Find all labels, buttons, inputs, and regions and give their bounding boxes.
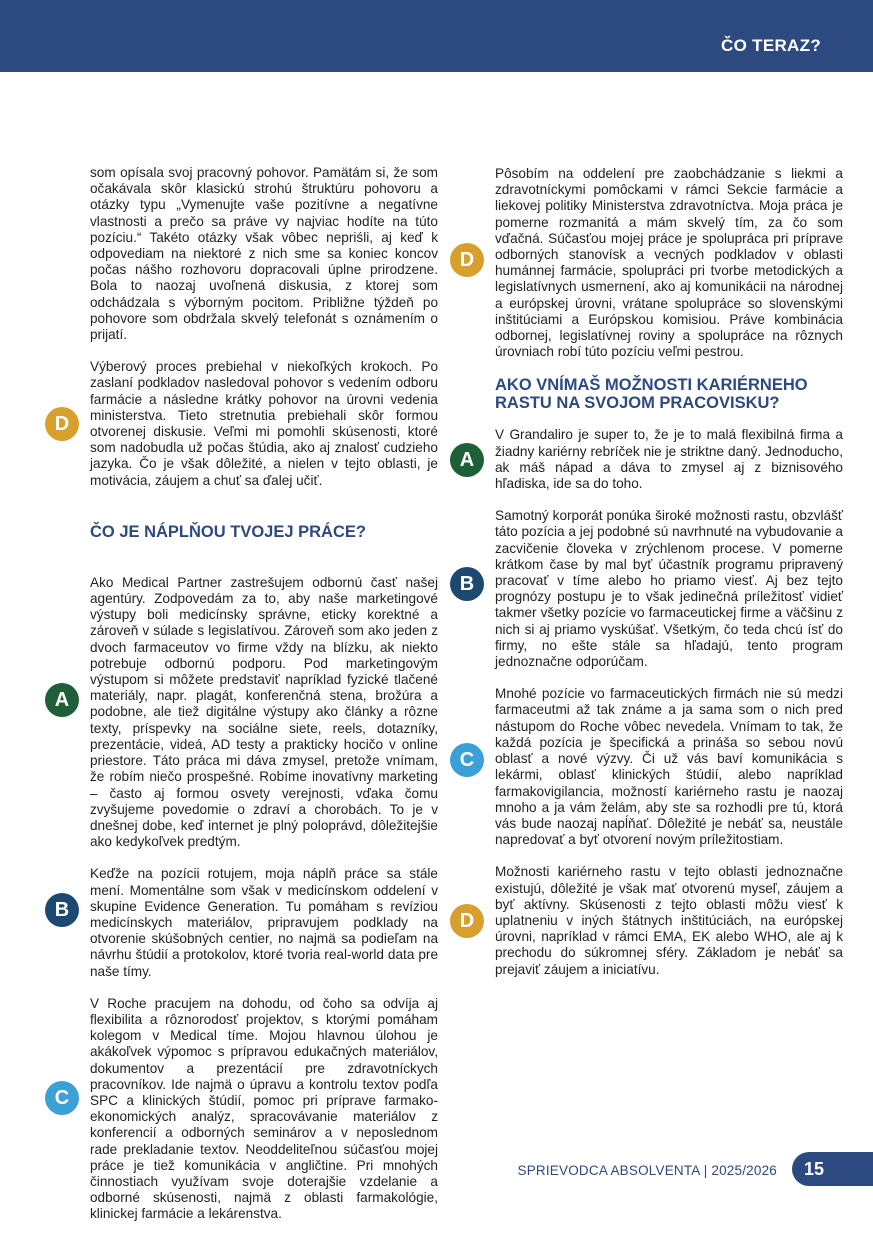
section-title: ČO TERAZ?	[721, 36, 821, 55]
page-number-tab	[792, 1152, 873, 1186]
page-number: 15	[803, 1159, 825, 1179]
header-bar	[0, 0, 873, 72]
respondent-badge-d: D	[450, 904, 484, 938]
paragraph: Mnohé pozície vo farmaceutických firmách nie sú medzi farmaceutmi až tak známe a ja sama som o nich pred nástupom do Roche vôbec nevedela. Vnímam to tak, že každá pozícia je špecifická a prináša so sebou novú oblasť a nové výzvy. Či už vás baví komunikácia s lekármi, oblasť klinických štúdií, alebo napríklad farmakovigilancia, možností kariérneho rastu je naozaj mnoho a ja vám želám, aby ste sa rozhodli pre tú, ktorá vás bude naozaj napĺňať. Dôležité je nebáť sa, neustále napredovať a byť otvorení novým príležitostiam.	[495, 686, 843, 848]
paragraph: Možnosti kariérneho rastu v tejto oblasti jednoznačne existujú, dôležité je však mať otvorenú myseľ, záujem a byť aktívny. Skúsenosti z tejto oblasti môžu viesť k uplatneniu v iných štátnych inštitúciách, na európskej úrovni, napríklad v rámci EMA, EK alebo WHO, ale aj k prechodu do súkromnej sféry. Základom je nebáť sa prejaviť záujem a iniciatívu.	[495, 864, 843, 977]
answer-block-c	[54, 995, 438, 1223]
respondent-badge-a: A	[45, 683, 79, 717]
section-heading: ČO JE NÁPLŇOU TVOJEJ PRÁCE?	[90, 522, 366, 541]
answer-block-d	[459, 864, 843, 977]
respondent-badge-d: D	[45, 407, 79, 441]
respondent-badge-b: B	[45, 893, 79, 927]
answer-block-b	[459, 508, 843, 670]
left-column	[54, 165, 438, 1239]
answer-block-b	[54, 866, 438, 979]
footer-publication: SPRIEVODCA ABSOLVENTA | 2025/2026	[517, 1163, 777, 1178]
respondent-badge-d: D	[450, 243, 484, 277]
answer-block-d	[459, 166, 843, 360]
answer-block-a	[54, 574, 438, 850]
respondent-badge-c: C	[450, 743, 484, 777]
respondent-badge-c: C	[45, 1081, 79, 1115]
answer-block-a	[459, 427, 843, 492]
paragraph: Pôsobím na oddelení pre zaobchádzanie s liekmi a zdravotníckymi pomôckami v rámci Sekcie farmácie a liekovej politiky Ministerstva zdravotníctva. Moja práca je pomerne rozmanitá a mám skvelý tím, za čo som vďačná. Súčasťou mojej práce je spolupráca pri príprave odborných stanovísk a vecných podkladov v oblasti humánnej farmácie, spolupráci pri tvorbe metodických a legislatívnych usmernení, ako aj komunikácii na národnej a európskej úrovni, vrátane spolupráce so slovenskými inštitúciami a Európskou komisiou. Práve kombinácia odbornej, legislatívnej roviny a spolupráce na rôznych úrovniach robí túto pozíciu veľmi pestrou.	[495, 166, 843, 360]
paragraph: Keďže na pozícii rotujem, moja náplň práce sa stále mení. Momentálne som však v medicínskom oddelení v skupine Evidence Generation. Tu pomáham s revíziou medicínskych materiálov, pripravujem podklady na otvorenie skúšobných centier, no najmä sa podieľam na návrhu štúdií a protokolov, ktoré tvoria real-world data pre naše tímy.	[90, 866, 438, 979]
answer-block-c	[459, 686, 843, 848]
respondent-badge-a: A	[450, 443, 484, 477]
answer-block-d	[54, 359, 438, 489]
paragraph: V Roche pracujem na dohodu, od čoho sa odvíja aj flexibilita a rôznorodosť projektov, s ktorými pomáham kolegom v Medical tíme. Mojou hlavnou úlohou je akákoľvek výpomoc s prípravou edukačných materiálov, dokumentov a prezentácií pre zdravotníckych pracovníkov. Ide najmä o úpravu a kontrolu textov podľa SPC a klinických štúdií, pomoc pri príprave farmako-ekonomických analýz, spracovávanie materiálov z konferencií a odborných seminárov a v neposlednom rade prekladanie textov. Neoddeliteľnou súčasťou mojej práce je tiež komunikácia v angličtine. Pri mnohých činnostiach využívam svoje doterajšie vzdelanie a odborné skúsenosti, najmä z oblasti farmakológie, klinickej farmácie a lekárenstva.	[90, 995, 438, 1222]
paragraph: V Grandaliro je super to, že je to malá flexibilná firma a žiadny kariérny rebríček nie je striktne daný. Jednoducho, ak máš nápad a dáva to zmysel aj z biznisového hľadiska, ide sa do toho.	[495, 427, 843, 492]
respondent-badge-b: B	[450, 567, 484, 601]
paragraph: Samotný korporát ponúka široké možnosti rastu, obzvlášť táto pozícia a jej podobné sú navrhnuté na vybudovanie a zacvičenie človeka v zrýchlenom procese. V pomerne krátkom čase by mal byť účastník programu pripravený pracovať v tíme alebo ho priamo viesť. Aj bez tejto prognózy postupu je to však jedinečná príležitosť vidieť takmer všetky pozície vo farmaceutickej firme a väčšinu z nich si aj priamo vyskúšať. Všetkým, čo teda chcú ísť do firmy, no ešte stále sa hľadajú, tento program jednoznačne odporúčam.	[495, 508, 843, 670]
paragraph: Výberový proces prebiehal v niekoľkých krokoch. Po zaslaní podkladov nasledoval pohovor s vedením odboru farmácie a následne krátky pohovor na úrovni vedenia ministerstva. Tieto stretnutia prebiehali skôr formou otvorenej diskusie. Veľmi mi pomohli skúsenosti, ktoré som nadobudla už počas štúdia, ako aj znalosť cudzieho jazyka. Čo je však dôležité, a nielen v tejto oblasti, je motivácia, záujem a chuť sa ďalej učiť.	[90, 359, 438, 488]
paragraph: som opísala svoj pracovný pohovor. Pamätám si, že som očakávala skôr klasickú strohú štruktúru pohovoru a otázky typu „Vymenujte vaše pozitívne a negatívne vlastnosti a prečo sa práve vy najviac hodíte na túto pozíciu.“ Takéto otázky však vôbec nepriśli, aj keď k odpovediam na niektoré z nich sme sa koniec koncov počas nášho rozhovoru dopracovali úplne prirodzene. Bola to naozaj uvoľnená diskusia, z ktorej som odchádzala s výborným pocitom. Približne týždeň po pohovore som obdržala skvelý telefonát s oznámením o prijatí.	[90, 165, 438, 343]
paragraph: Ako Medical Partner zastrešujem odbornú časť našej agentúry. Zodpovedám za to, aby naše marketingové výstupy boli medicínsky správne, eticky korektné a zároveň v súlade s legislatívou. Zároveň som ako jeden z dvoch farmaceutov vo firme vždy na blízku, ak niekto potrebuje odbornú podporu. Pod marketingovým výstupom si môžete predstaviť napríklad fyzické tlačené materiály, napr. plagát, konferenčná stena, brožúra a podobne, ale tiež digitálne výstupy ako články a rôzne texty, príspevky na sociálne siete, reels, dotazníky, prezentácie, videá, AD testy a prakticky hocičo v online priestore. Táto práca mi dáva zmysel, pretože vnímam, že robím niečo prospešné. Robíme inovatívny marketing – často aj formou osvety verejnosti, vďaka čomu zvyšujeme povedomie o zdraví a chorobách. To je v dnešnej dobe, keď internet je plný poloprávd, dôležitejšie ako kedykoľvek predtým.	[90, 574, 438, 850]
right-column	[459, 166, 843, 994]
section-heading: AKO VNÍMAŠ MOŽNOSTI KARIÉRNEHO RASTU NA SVOJOM PRACOVISKU?	[495, 376, 808, 413]
